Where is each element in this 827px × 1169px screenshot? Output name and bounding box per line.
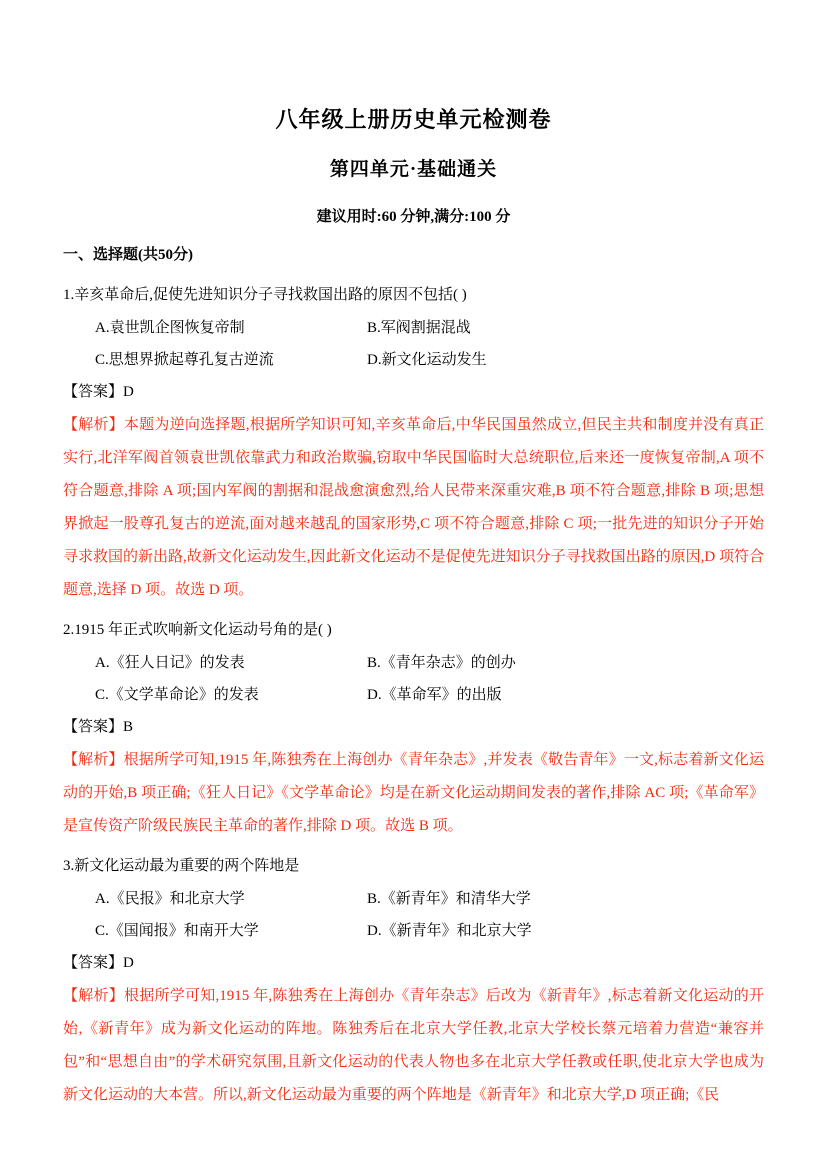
analysis-label: 【解析】: [63, 988, 124, 1004]
question-stem: 2.1915 年正式吹响新文化运动号角的是( ): [63, 622, 332, 638]
option-c: C.思想界掀起尊孔复古逆流: [95, 352, 274, 368]
option-c: C.《国闻报》和南开大学: [95, 923, 259, 939]
option-b: B.《新青年》和清华大学: [367, 891, 531, 907]
analysis-paragraph: [63, 744, 764, 843]
exam-meta-info: 建议用时:60 分钟,满分:100 分: [316, 209, 511, 225]
answer-value: D: [123, 955, 134, 971]
option-b: B.军阀割据混战: [367, 320, 471, 336]
answer-line: [63, 711, 764, 744]
analysis-paragraph: [63, 409, 764, 607]
page-subtitle: 第四单元·基础通关: [329, 159, 498, 180]
option-d: D.《革命军》的出版: [367, 687, 502, 703]
answer-line: [63, 376, 764, 409]
page-title: 八年级上册历史单元检测卷: [275, 107, 552, 132]
option-c: C.《文学革命论》的发表: [95, 687, 259, 703]
answer-value: D: [123, 384, 134, 400]
option-a: A.袁世凯企图恢复帝制: [95, 320, 245, 336]
answer-label: 【答案】: [63, 384, 124, 400]
question-1: [63, 279, 764, 607]
answer-value: B: [123, 719, 134, 735]
question-2: [63, 614, 764, 843]
analysis-label: 【解析】: [63, 752, 124, 768]
analysis-text: 根据所学可知,1915 年,陈独秀在上海创办《青年杂志》后改为《新青年》,标志着新文化运动的开始,《新青年》成为新文化运动的阵地。陈独秀后在北京大学任教,北京大学校长蔡元培着力营造“兼容并包”和“思想自由”的学术研究氛围,且新文化运动的代表人物也多在北京大学任教或任职,使北京大学也成为新文化运动的大本营。所以,新文化运动最为重要的两个阵地是《新青年》和北京大学,D 项正确;《民: [63, 988, 764, 1103]
question-stem: 3.新文化运动最为重要的两个阵地是: [63, 858, 300, 874]
option-b: B.《青年杂志》的创办: [367, 655, 516, 671]
question-stem: 1.辛亥革命后,促使先进知识分子寻找救国出路的原因不包括( ): [63, 287, 467, 303]
analysis-text: 本题为逆向选择题,根据所学知识可知,辛亥革命后,中华民国虽然成立,但民主共和制度并没有真正实行,北洋军阀首领袁世凯依靠武力和政治欺骗,窃取中华民国临时大总统职位,后来还一度恢复帝制,A 项不符合题意,排除 A 项;国内军阀的割据和混战愈演愈烈,给人民带来深重灾难,B 项不符合题意,排除 B 项;思想界掀起一股尊孔复古的逆流,面对越来越乱的国家形势,C 项不符合题意,排除 C 项;一批先进的知识分子开始寻求救国的新出路,故新文化运动发生,因此新文化运动不是促使先进知识分子寻找救国出路的原因,D 项符合题意,选择 D 项。故选 D 项。: [63, 417, 764, 598]
option-a: A.《民报》和北京大学: [95, 891, 245, 907]
option-a: A.《狂人日记》的发表: [95, 655, 245, 671]
answer-line: [63, 947, 764, 980]
question-options: [63, 312, 764, 376]
answer-label: 【答案】: [63, 955, 124, 971]
analysis-paragraph: [63, 980, 764, 1112]
answer-label: 【答案】: [63, 719, 124, 735]
section-heading-choice-questions: 一、选择题(共50分): [63, 247, 193, 263]
question-options: [63, 883, 764, 947]
question-options: [63, 647, 764, 711]
analysis-text: 根据所学可知,1915 年,陈独秀在上海创办《青年杂志》,并发表《敬告青年》一文,标志着新文化运动的开始,B 项正确;《狂人日记》《文学革命论》均是在新文化运动期间发表的著作,排除 AC 项;《革命军》是宣传资产阶级民族民主革命的著作,排除 D 项。故选 B 项。: [63, 752, 764, 834]
option-d: D.《新青年》和北京大学: [367, 923, 532, 939]
analysis-label: 【解析】: [63, 417, 124, 433]
option-d: D.新文化运动发生: [367, 352, 487, 368]
question-3: [63, 850, 764, 1112]
